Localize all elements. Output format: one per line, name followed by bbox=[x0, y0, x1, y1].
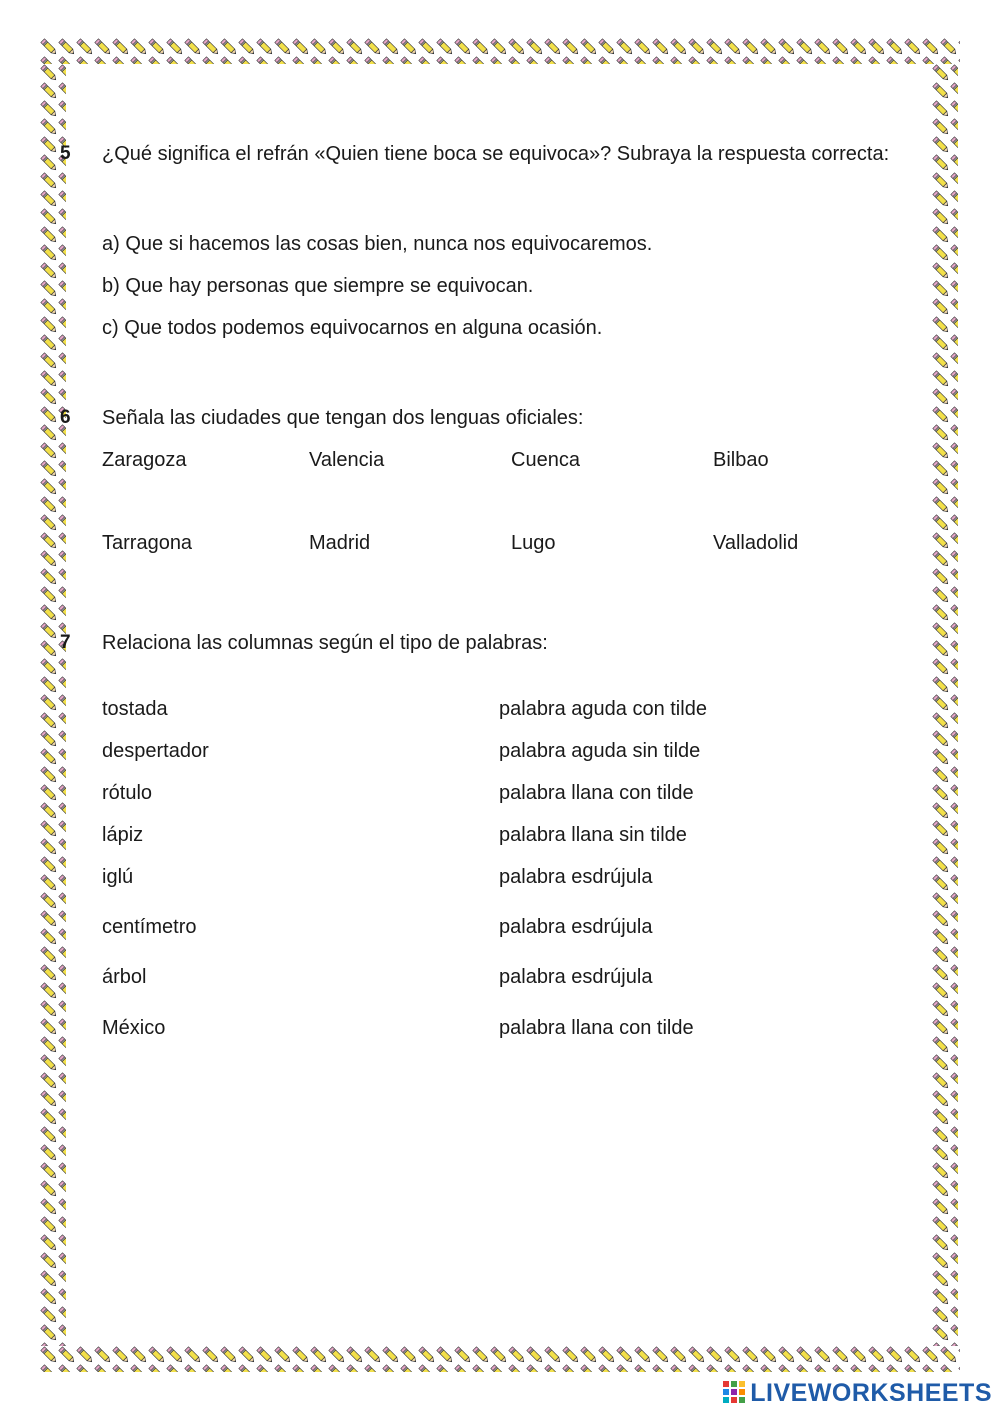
word-item[interactable]: iglú bbox=[102, 866, 134, 888]
pencil-border-left bbox=[40, 64, 66, 1346]
answer-option-b[interactable]: b) Que hay personas que siempre se equivocan. bbox=[102, 275, 534, 297]
city-option[interactable]: Valladolid bbox=[713, 532, 799, 554]
question-number: 7 bbox=[60, 632, 71, 653]
city-option[interactable]: Zaragoza bbox=[102, 449, 187, 471]
word-item[interactable]: lápiz bbox=[102, 824, 144, 846]
word-item[interactable]: tostada bbox=[102, 698, 168, 720]
question-number: 6 bbox=[60, 407, 71, 428]
word-type-item[interactable]: palabra esdrújula bbox=[499, 916, 653, 938]
word-item[interactable]: México bbox=[102, 1017, 166, 1039]
word-type-item[interactable]: palabra esdrújula bbox=[499, 966, 653, 988]
brand-name: LIVEWORKSHEETS bbox=[750, 1378, 992, 1407]
word-type-item[interactable]: palabra llana con tilde bbox=[499, 782, 694, 804]
pencil-border-right bbox=[932, 64, 958, 1346]
word-type-item[interactable]: palabra llana con tilde bbox=[499, 1017, 694, 1039]
word-type-item[interactable]: palabra aguda sin tilde bbox=[499, 740, 701, 762]
pencil-border-top bbox=[40, 38, 960, 64]
word-type-item[interactable]: palabra esdrújula bbox=[499, 866, 653, 888]
word-type-item[interactable]: palabra aguda con tilde bbox=[499, 698, 707, 720]
question-number: 5 bbox=[60, 143, 71, 164]
word-type-item[interactable]: palabra llana sin tilde bbox=[499, 824, 687, 846]
city-option[interactable]: Valencia bbox=[309, 449, 385, 471]
answer-option-a[interactable]: a) Que si hacemos las cosas bien, nunca nos equivocaremos. bbox=[102, 233, 653, 255]
liveworksheets-logo bbox=[722, 1379, 992, 1407]
word-item[interactable]: centímetro bbox=[102, 916, 197, 938]
liveworksheets-logo-icon bbox=[722, 1380, 746, 1406]
pencil-border-bottom bbox=[40, 1346, 960, 1372]
word-item[interactable]: despertador bbox=[102, 740, 209, 762]
word-item[interactable]: rótulo bbox=[102, 782, 153, 804]
word-item[interactable]: árbol bbox=[102, 966, 147, 988]
city-option[interactable]: Lugo bbox=[511, 532, 556, 554]
city-option[interactable]: Madrid bbox=[309, 532, 371, 554]
city-option[interactable]: Bilbao bbox=[713, 449, 769, 471]
answer-option-c[interactable]: c) Que todos podemos equivocarnos en alguna ocasión. bbox=[102, 317, 603, 339]
question-prompt: ¿Qué significa el refrán «Quien tiene boca se equivoca»? Subraya la respuesta correcta: bbox=[102, 143, 890, 165]
question-prompt: Señala las ciudades que tengan dos lenguas oficiales: bbox=[102, 407, 584, 429]
question-prompt: Relaciona las columnas según el tipo de palabras: bbox=[102, 632, 548, 654]
city-option[interactable]: Cuenca bbox=[511, 449, 580, 471]
city-option[interactable]: Tarragona bbox=[102, 532, 193, 554]
